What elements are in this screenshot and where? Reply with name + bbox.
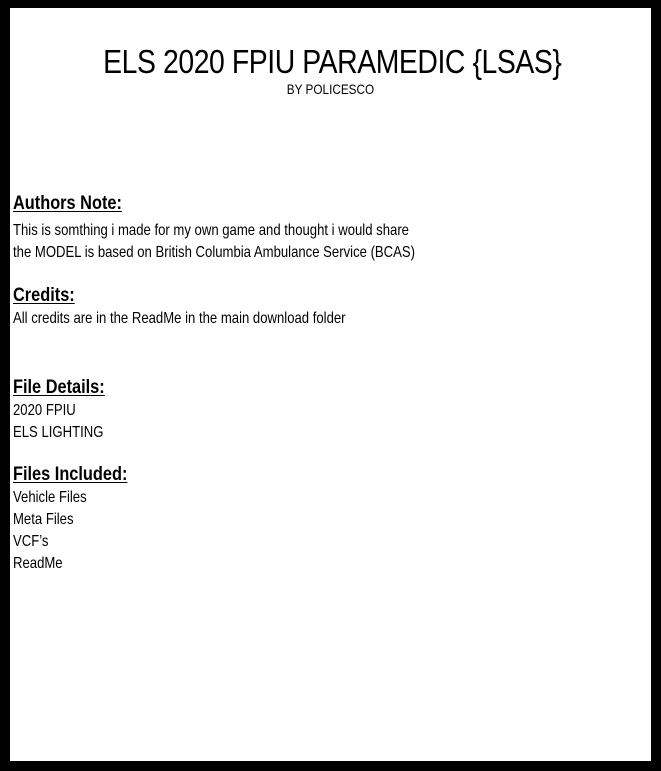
- list-item: VCF’s: [13, 533, 49, 550]
- document-subtitle: BY POLICESCO: [286, 81, 375, 97]
- files-included-list: [13, 487, 645, 575]
- credits-line: All credits are in the ReadMe in the main download folder: [13, 310, 346, 327]
- credits-heading: Credits:: [13, 285, 75, 306]
- files-included-heading: Files Included:: [13, 464, 128, 485]
- list-item: ELS LIGHTING: [13, 424, 104, 441]
- credits-section: [13, 284, 645, 330]
- list-item: 2020 FPIU: [13, 402, 76, 419]
- document-page: [10, 8, 651, 761]
- document-title: ELS 2020 FPIU PARAMEDIC {LSAS}: [103, 43, 562, 80]
- file-details-list: [13, 400, 645, 444]
- file-details-heading: File Details:: [13, 377, 105, 398]
- file-details-section: [13, 376, 645, 444]
- list-item: ReadMe: [13, 555, 63, 572]
- list-item: Vehicle Files: [13, 489, 87, 506]
- authors-note-line: the MODEL is based on British Columbia Ambulance Service (BCAS): [13, 244, 416, 261]
- authors-note-heading: Authors Note:: [13, 193, 122, 214]
- files-included-section: [13, 463, 645, 575]
- list-item: Meta Files: [13, 511, 74, 528]
- authors-note-line: This is somthing i made for my own game and thought i would share: [13, 222, 409, 239]
- authors-note-section: [13, 192, 645, 264]
